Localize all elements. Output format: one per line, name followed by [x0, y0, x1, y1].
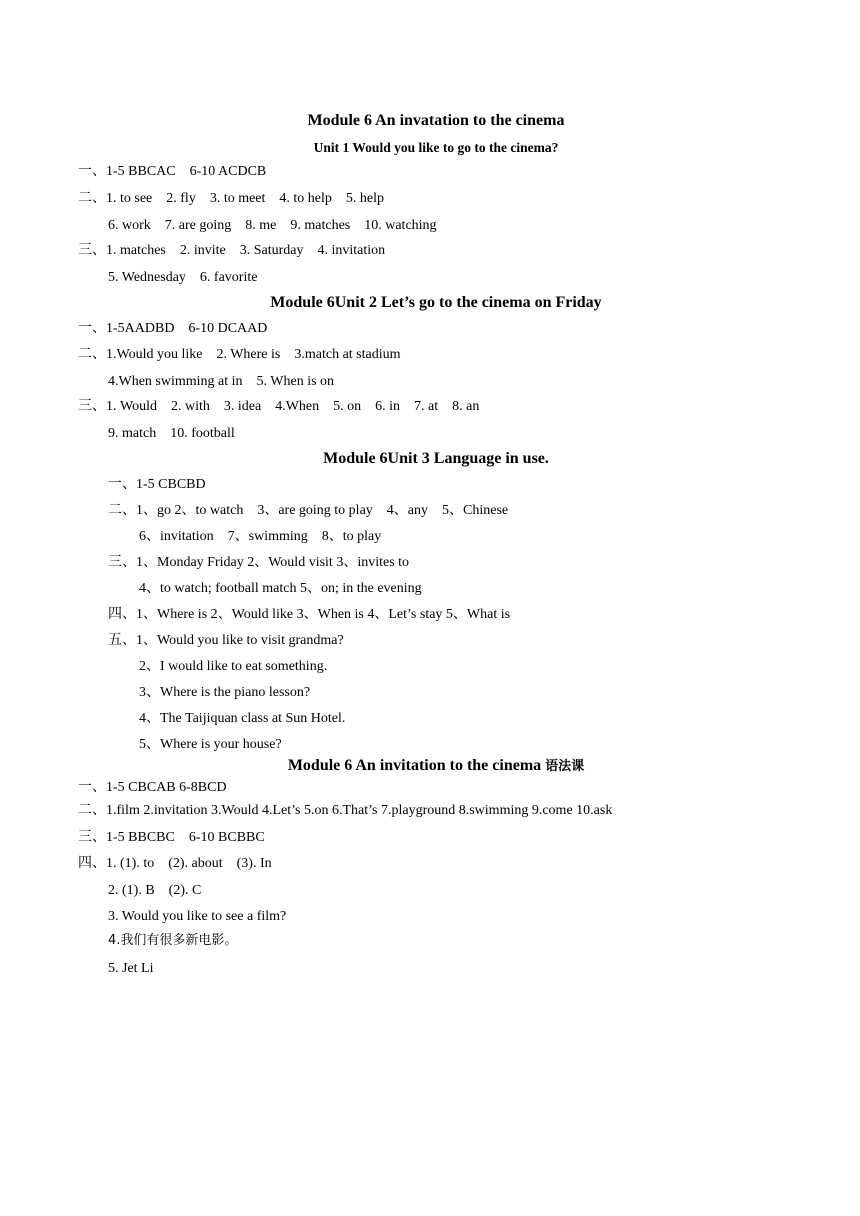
answer-line: 9. match 10. football [108, 426, 235, 441]
answer-line: 一、1-5AADBD 6-10 DCAAD [78, 321, 268, 336]
answer-line: 一、1-5 CBCBD [108, 477, 206, 492]
answer-line: 6、invitation 7、swimming 8、to play [139, 529, 382, 544]
answer-line: 三、1、Monday Friday 2、Would visit 3、invites to [108, 555, 410, 570]
answer-line: 2、I would like to eat something. [139, 659, 328, 674]
answer-line: 4.When swimming at in 5. When is on [108, 374, 335, 389]
answer-line: 一、1-5 BBCAC 6-10 ACDCB [78, 164, 267, 179]
answer-line: 3、Where is the piano lesson? [139, 685, 311, 700]
answer-line: 三、1-5 BBCBC 6-10 BCBBC [78, 830, 265, 845]
section4-title-tag: 语法课 [545, 759, 585, 774]
answer-line: 二、1.film 2.invitation 3.Would 4.Let’s 5.on 6.That’s 7.playground 8.swimming 9.come 10.ask [78, 803, 613, 818]
answer-line: 三、1. Would 2. with 3. idea 4.When 5. on 6. in 7. at 8. an [78, 399, 480, 414]
answer-line: 二、1、go 2、to watch 3、are going to play 4、any 5、Chinese [108, 503, 509, 518]
answer-line: 五、1、Would you like to visit grandma? [108, 633, 344, 648]
section1-subtitle: Unit 1 Would you like to go to the cinema? [313, 140, 559, 155]
answer-line: 4、The Taijiquan class at Sun Hotel. [139, 711, 346, 726]
section4-title-text: Module 6 An invitation to the cinema [287, 757, 546, 774]
answer-line: 4.我们有很多新电影。 [108, 933, 238, 948]
answer-line: 5、Where is your house? [139, 737, 282, 752]
answer-line: 6. work 7. are going 8. me 9. matches 10. watching [108, 218, 437, 233]
answer-line: 四、1. (1). to (2). about (3). In [78, 856, 272, 871]
answer-line: 5. Jet Li [108, 961, 154, 976]
answer-line: 三、1. matches 2. invite 3. Saturday 4. invitation [78, 243, 386, 258]
answer-line: 四、1、Where is 2、Would like 3、When is 4、Let’s stay 5、What is [108, 607, 511, 622]
section4-title [0, 757, 860, 776]
answer-line: 5. Wednesday 6. favorite [108, 270, 258, 285]
answer-line: 4、to watch; football match 5、on; in the evening [139, 581, 422, 596]
answer-line: 2. (1). B (2). C [108, 883, 202, 898]
answer-line: 3. Would you like to see a film? [108, 909, 287, 924]
section3-title: Module 6Unit 3 Language in use. [323, 450, 549, 467]
answer-line: 一、1-5 CBCAB 6-8BCD [78, 780, 227, 795]
answer-line: 二、1.Would you like 2. Where is 3.match at stadium [78, 347, 401, 362]
section2-title: Module 6Unit 2 Let’s go to the cinema on Friday [270, 294, 602, 311]
answer-line: 二、1. to see 2. fly 3. to meet 4. to help 5. help [78, 191, 385, 206]
section1-title: Module 6 An invatation to the cinema [307, 112, 565, 129]
